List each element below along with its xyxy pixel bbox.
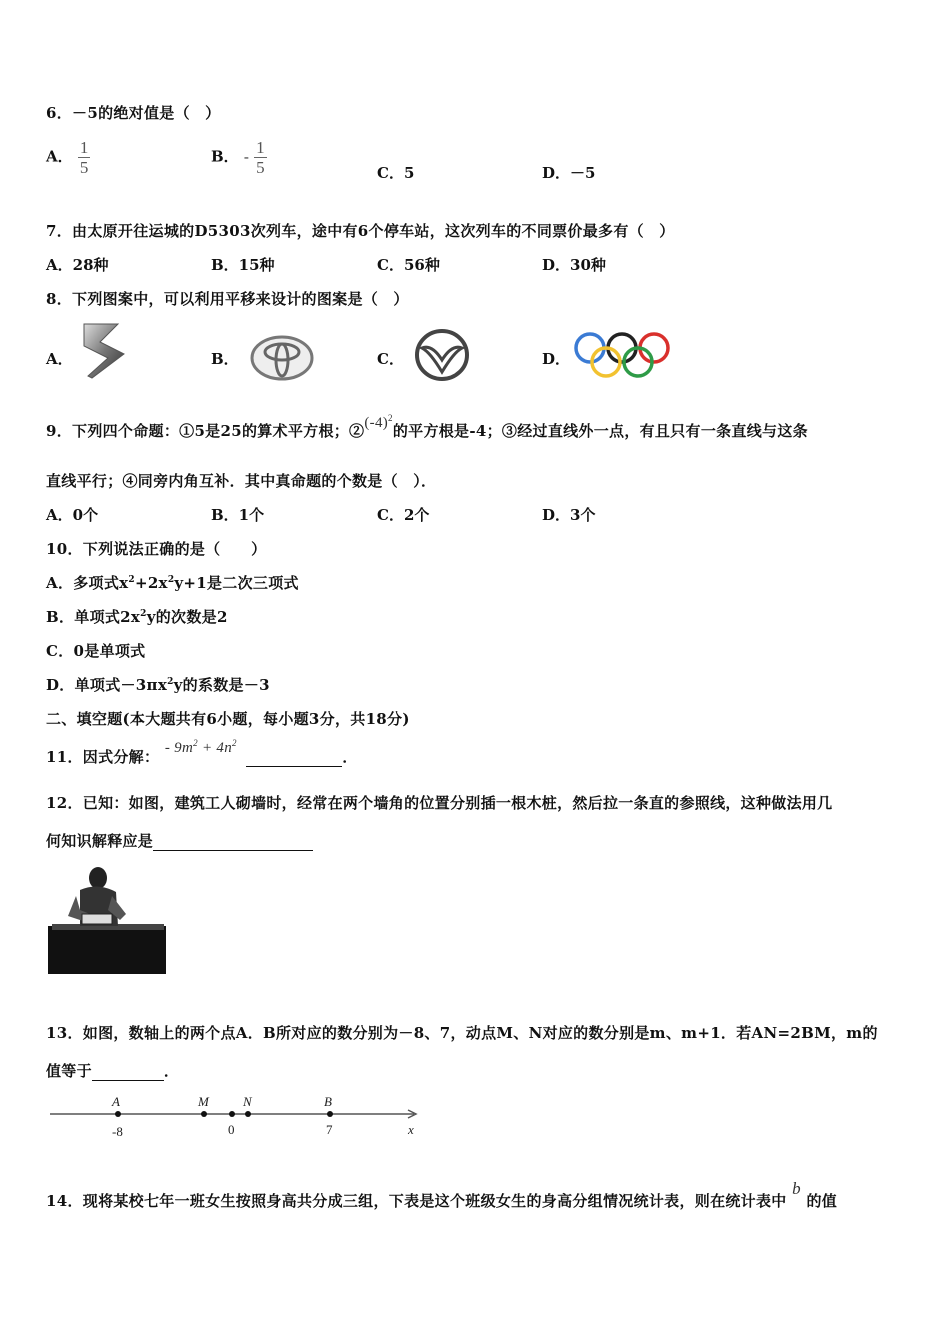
q13-line2-text: 值等于 (46, 1062, 92, 1080)
q9-stem-line2: 直线平行；④同旁内角互补．其中真命题的个数是（ ）． (46, 472, 437, 490)
q10-d-pre: D．单项式－3πx (46, 676, 168, 694)
number-line-figure (46, 1090, 426, 1142)
q8-option-d-label[interactable]: D． (542, 350, 571, 368)
q7-option-d[interactable]: D．30种 (542, 256, 606, 274)
q12-answer-blank[interactable] (153, 850, 313, 851)
q9-option-c[interactable]: C．2个 (377, 506, 430, 524)
q10-d-sup: 2 (167, 677, 174, 687)
q9-option-d[interactable]: D．3个 (542, 506, 596, 524)
q8-stem: 8．下列图案中，可以利用平移来设计的图案是（ ） (46, 290, 409, 308)
olympic-rings-icon (572, 330, 672, 380)
q10-b-sup: 2 (140, 609, 147, 619)
q14-end: 的值 (806, 1192, 838, 1210)
q7-option-c[interactable]: C．56种 (377, 256, 440, 274)
q6-a-fraction (78, 138, 91, 177)
q11-answer-blank[interactable] (246, 766, 342, 767)
q6-b-fraction (254, 138, 267, 177)
tick-zero: 0 (228, 1122, 235, 1137)
q11-expr-a: - 9m (164, 740, 194, 756)
q12-line2-text: 何知识解释应是 (46, 832, 154, 850)
q7-option-a[interactable]: A．28种 (46, 256, 109, 274)
q13-line2 (46, 1060, 179, 1081)
q6-stem: 6．－5的绝对值是（ ） (46, 104, 221, 122)
q9-expr-exp: 2 (388, 413, 393, 423)
q9-stem-post: 的平方根是-4；③经过直线外一点，有且只有一条直线与这条 (392, 422, 808, 440)
q14-var: b (792, 1179, 801, 1198)
q10-option-b[interactable] (46, 606, 228, 627)
q10-a-sup2: 2 (167, 575, 175, 585)
q6-a-label: A． (46, 147, 73, 166)
point-a-dot (115, 1111, 121, 1117)
section-2-heading: 二、填空题(本大题共有6小题，每小题3分，共18分) (46, 710, 410, 728)
q6-b-label: B． (211, 147, 239, 166)
q11-expression (165, 740, 237, 756)
q10-option-d[interactable] (46, 674, 270, 695)
bricklayer-illustration (46, 864, 168, 976)
q8-option-a-label[interactable]: A． (46, 350, 73, 368)
q6-a-den: 5 (79, 158, 89, 177)
q10-d-post: y的系数是－3 (173, 676, 270, 694)
q11-expr-b: + 4n (197, 740, 233, 756)
q6-b-den: 5 (256, 158, 265, 177)
q9-expression (364, 415, 393, 431)
label-x: x (408, 1122, 414, 1137)
tick-a: -8 (112, 1124, 123, 1139)
q11-line (46, 738, 358, 767)
q13-end: ． (163, 1062, 180, 1080)
q10-option-a[interactable] (46, 572, 299, 593)
q11-end: ． (342, 748, 358, 766)
q14-line (46, 1179, 838, 1211)
q6-b-sign: - (243, 149, 249, 166)
point-n-dot (245, 1111, 251, 1117)
q6-option-c[interactable]: C．5 (377, 164, 415, 182)
q6-option-a[interactable] (46, 138, 90, 177)
point-zero-dot (229, 1111, 235, 1117)
q9-stem-line1 (46, 413, 808, 441)
q6-option-d[interactable]: D．－5 (542, 164, 596, 182)
q11-expr-b-sup: 2 (232, 738, 237, 748)
q13-answer-blank[interactable] (92, 1080, 164, 1081)
point-m-dot (201, 1111, 207, 1117)
suzuki-logo-icon (78, 320, 130, 380)
q12-line1: 12．已知：如图，建筑工人砌墙时，经常在两个墙角的位置分别插一根木桩，然后拉一条直的参照线，这种做法用几 (46, 794, 833, 812)
q9-stem-pre: 9．下列四个命题：①5是25的算术平方根；② (46, 422, 365, 440)
q9-expr-base: (-4) (364, 415, 389, 431)
q8-option-c-label[interactable]: C． (377, 350, 404, 368)
q10-b-pre: B．单项式2x (46, 608, 141, 626)
q10-stem: 10．下列说法正确的是（ ） (46, 540, 267, 558)
q10-a-mid: +2x (134, 574, 168, 592)
q7-option-b[interactable]: B．15种 (211, 256, 275, 274)
q12-line2 (46, 830, 313, 851)
tick-b: 7 (326, 1122, 333, 1137)
q9-option-a[interactable]: A．0个 (46, 506, 99, 524)
label-a: A (112, 1094, 120, 1109)
q10-b-post: y的次数是2 (146, 608, 228, 626)
label-m: M (198, 1094, 209, 1109)
q10-a-sup1: 2 (128, 575, 135, 585)
mazda-logo-icon (414, 328, 470, 382)
label-b: B (324, 1094, 332, 1109)
q10-option-c[interactable]: C．0是单项式 (46, 642, 146, 660)
point-b-dot (327, 1111, 333, 1117)
q10-a-post: y+1是二次三项式 (174, 574, 299, 592)
q7-stem: 7．由太原开往运城的D5303次列车，途中有6个停车站，这次列车的不同票价最多有（ ） (46, 222, 675, 240)
q6-b-num: 1 (256, 138, 265, 157)
q10-a-pre: A．多项式x (46, 574, 129, 592)
q11-stem: 11．因式分解： (46, 748, 160, 766)
q9-option-b[interactable]: B．1个 (211, 506, 265, 524)
q11-expr-a-sup: 2 (193, 738, 198, 748)
q8-option-b-label[interactable]: B． (211, 350, 239, 368)
q14-stem: 14．现将某校七年一班女生按照身高共分成三组，下表是这个班级女生的身高分组情况统计表，则在统计表中 (46, 1192, 787, 1210)
q6-a-num: 1 (79, 138, 89, 157)
q6-option-b[interactable] (211, 138, 267, 177)
q13-line1: 13．如图，数轴上的两个点A．B所对应的数分别为－8、7，动点M、N对应的数分别是m、m+1．若AN=2BM，m的 (46, 1024, 878, 1042)
toyota-logo-icon (250, 335, 314, 381)
label-n: N (243, 1094, 252, 1109)
